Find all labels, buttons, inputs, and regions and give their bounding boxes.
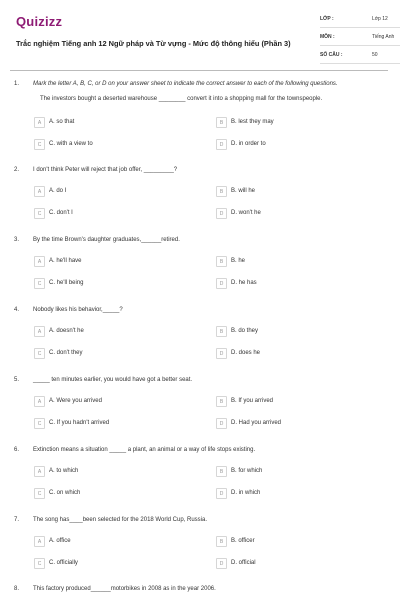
option-text: C. don't I: [49, 210, 73, 216]
meta-row-subject: [320, 31, 400, 46]
option-letter: C: [34, 558, 45, 569]
option-text: A. so that: [49, 119, 75, 125]
option-letter: C: [34, 418, 45, 429]
option-c[interactable]: [34, 488, 184, 500]
option-text: D. Had you arrived: [231, 420, 282, 426]
page-title: Trắc nghiệm Tiếng anh 12 Ngữ pháp và Từ vựng - Mức độ thông hiểu (Phần 3): [16, 39, 291, 48]
option-letter: C: [34, 348, 45, 359]
question-text: This factory produced______motorbikes in 2008 as in the year 2006.: [33, 586, 216, 592]
option-b[interactable]: [216, 256, 366, 268]
option-text: B. lest they may: [231, 119, 274, 125]
question-text: The song has____been selected for the 2018 World Cup, Russia.: [33, 517, 207, 523]
option-c[interactable]: [34, 348, 184, 360]
option-text: C. he'll being: [49, 280, 84, 286]
option-b[interactable]: [216, 326, 366, 338]
worksheet-header: [16, 10, 395, 66]
question-instruction: Mark the letter A, B, C, or D on your answer sheet to indicate the correct answer to each of the following questions.: [33, 81, 338, 87]
meta-value: 50: [372, 52, 378, 58]
option-a[interactable]: [34, 256, 184, 268]
question-number: 7.: [14, 517, 20, 523]
option-text: B. officer: [231, 538, 255, 544]
option-text: B. for which: [231, 468, 263, 474]
question-number: 8.: [14, 586, 20, 592]
option-text: A. he'll have: [49, 258, 82, 264]
quizizz-logo: Quizizz: [16, 14, 63, 29]
option-letter: A: [34, 536, 45, 547]
option-b[interactable]: [216, 466, 366, 478]
option-a[interactable]: [34, 117, 184, 129]
option-text: A. do I: [49, 188, 67, 194]
option-letter: A: [34, 466, 45, 477]
option-b[interactable]: [216, 536, 366, 548]
option-letter: A: [34, 117, 45, 128]
question-number: 6.: [14, 447, 20, 453]
option-letter: B: [216, 186, 227, 197]
question-text: By the time Brown's daughter graduates,______retired.: [33, 237, 180, 243]
option-d[interactable]: [216, 139, 366, 151]
option-text: C. don't they: [49, 350, 83, 356]
option-b[interactable]: [216, 396, 366, 408]
option-letter: A: [34, 256, 45, 267]
option-letter: B: [216, 396, 227, 407]
option-a[interactable]: [34, 396, 184, 408]
option-letter: B: [216, 466, 227, 477]
question-text: The investors bought a deserted warehouse ________ convert it into a shopping mall for the townspeople.: [40, 96, 323, 102]
option-d[interactable]: [216, 418, 366, 430]
option-text: B. If you arrived: [231, 398, 274, 404]
option-text: D. in which: [231, 490, 261, 496]
option-text: A. Were you arrived: [49, 398, 102, 404]
option-letter: C: [34, 208, 45, 219]
option-d[interactable]: [216, 558, 366, 570]
option-a[interactable]: [34, 326, 184, 338]
question-text: _____ ten minutes earlier, you would have got a better seat.: [33, 377, 193, 383]
option-letter: D: [216, 139, 227, 150]
option-d[interactable]: [216, 208, 366, 220]
question-text: Nobody likes his behavior,_____?: [33, 307, 123, 313]
option-letter: C: [34, 278, 45, 289]
option-letter: A: [34, 186, 45, 197]
option-text: C. officially: [49, 560, 78, 566]
meta-label: LỚP :: [320, 16, 334, 22]
option-letter: D: [216, 418, 227, 429]
option-text: A. doesn't he: [49, 328, 84, 334]
option-c[interactable]: [34, 558, 184, 570]
option-letter: A: [34, 396, 45, 407]
option-text: C. on which: [49, 490, 81, 496]
question-number: 1.: [14, 81, 20, 87]
option-c[interactable]: [34, 278, 184, 290]
option-letter: B: [216, 117, 227, 128]
header-divider: [10, 70, 388, 71]
option-letter: B: [216, 256, 227, 267]
option-letter: C: [34, 488, 45, 499]
option-text: A. to which: [49, 468, 79, 474]
option-text: D. does he: [231, 350, 261, 356]
question-number: 3.: [14, 237, 20, 243]
option-letter: D: [216, 348, 227, 359]
option-b[interactable]: [216, 117, 366, 129]
option-text: B. do they: [231, 328, 259, 334]
option-c[interactable]: [34, 208, 184, 220]
option-a[interactable]: [34, 466, 184, 478]
meta-label: SỐ CÂU :: [320, 52, 343, 58]
option-c[interactable]: [34, 418, 184, 430]
option-d[interactable]: [216, 488, 366, 500]
option-b[interactable]: [216, 186, 366, 198]
question-number: 2.: [14, 167, 20, 173]
option-text: B. he: [231, 258, 246, 264]
option-letter: D: [216, 278, 227, 289]
meta-row-count: [320, 49, 400, 64]
meta-label: MÔN :: [320, 34, 335, 40]
option-text: D. won't he: [231, 210, 261, 216]
option-text: B. will he: [231, 188, 256, 194]
option-a[interactable]: [34, 186, 184, 198]
question-number: 5.: [14, 377, 20, 383]
option-text: D. he has: [231, 280, 257, 286]
option-letter: D: [216, 208, 227, 219]
meta-row-class: [320, 13, 400, 28]
option-letter: A: [34, 326, 45, 337]
question-number: 4.: [14, 307, 20, 313]
option-a[interactable]: [34, 536, 184, 548]
option-text: D. official: [231, 560, 256, 566]
option-letter: D: [216, 488, 227, 499]
option-text: D. in order to: [231, 141, 266, 147]
option-text: A. office: [49, 538, 71, 544]
option-text: C. with a view to: [49, 141, 93, 147]
option-d[interactable]: [216, 348, 366, 360]
option-letter: B: [216, 536, 227, 547]
option-text: C. If you hadn't arrived: [49, 420, 110, 426]
option-c[interactable]: [34, 139, 184, 151]
question-text: I don't think Peter will reject that job offer, _________?: [33, 167, 178, 173]
option-d[interactable]: [216, 278, 366, 290]
option-letter: B: [216, 326, 227, 337]
meta-value: Tiếng Anh: [372, 34, 395, 40]
option-letter: C: [34, 139, 45, 150]
question-text: Extinction means a situation _____ a plant, an animal or a way of life stops existing.: [33, 447, 256, 453]
option-letter: D: [216, 558, 227, 569]
meta-value: Lớp 12: [372, 16, 388, 22]
worksheet-meta: [320, 13, 400, 67]
